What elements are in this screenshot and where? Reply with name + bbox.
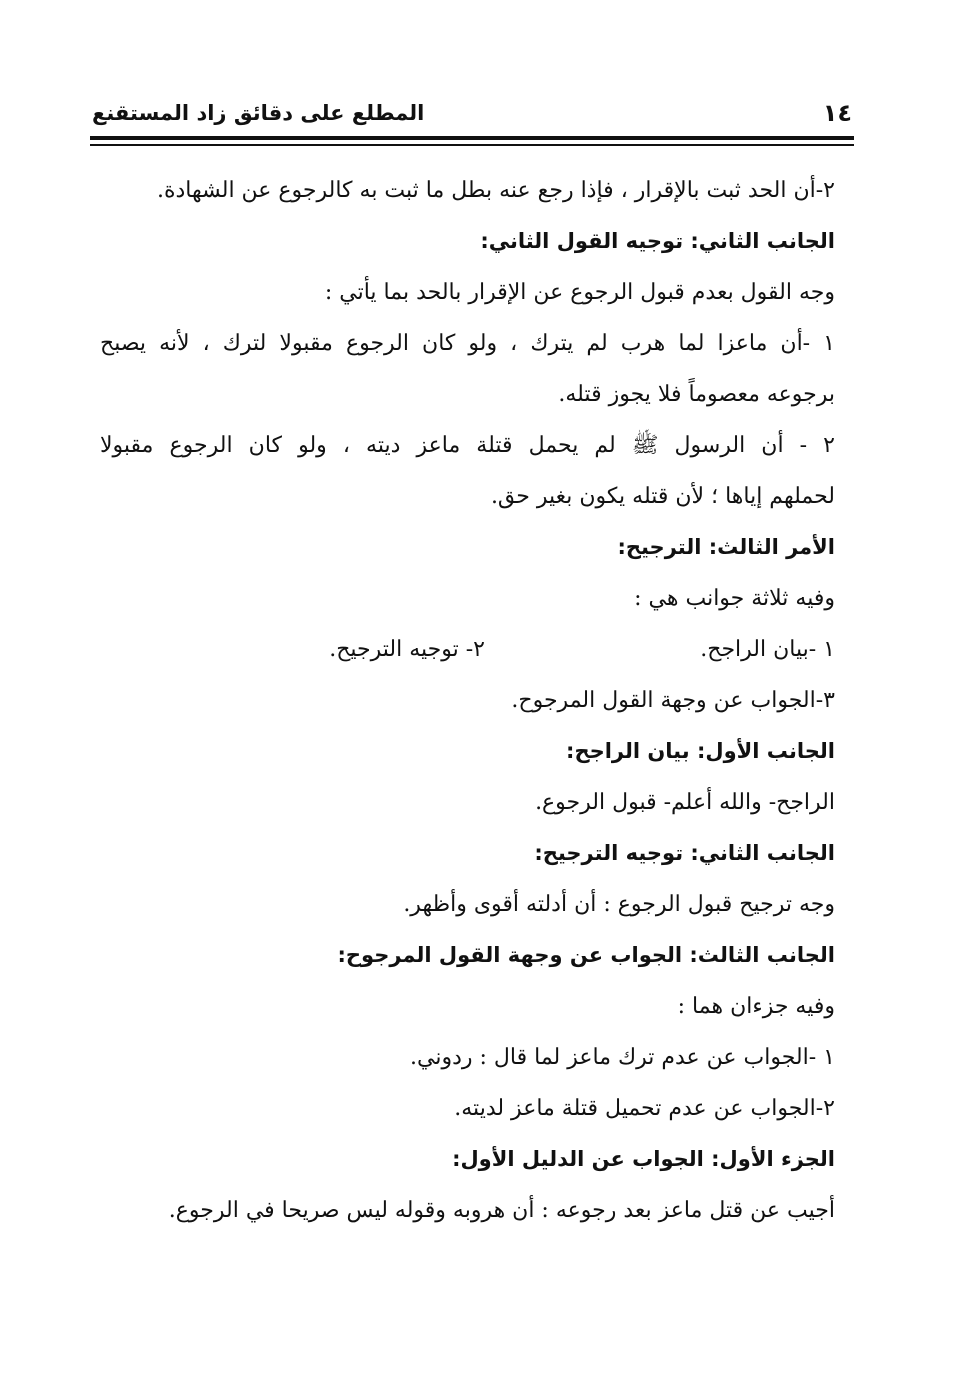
text-line: الراجح- والله أعلم- قبول الرجوع. [535, 790, 835, 815]
text-line: ٢-أن الحد ثبت بالإقرار ، فإذا رجع عنه بطل ما ثبت به كالرجوع عن الشهادة. [156, 178, 835, 203]
section-heading: الجزء الأول: الجواب عن الدليل الأول: [452, 1147, 835, 1171]
text-line: ١ -أن ماعزا لما هرب لم يترك ، ولو كان الرجوع مقبولا لترك ، لأنه يصبح [100, 331, 835, 356]
section-heading: الجانب الثاني: توجيه القول الثاني: [480, 229, 835, 253]
page-number: ١٤ [822, 99, 852, 127]
section-heading: الجانب الأول: بيان الراجح: [566, 739, 835, 763]
text-line: وجه القول بعدم قبول الرجوع عن الإقرار بالحد بما يأتي : [324, 280, 835, 305]
section-heading: الجانب الثاني: توجيه الترجيح: [534, 841, 835, 865]
text-line: وفيه جزءان هما : [677, 994, 835, 1019]
text-line: ١ -الجواب عن عدم ترك ماعز لما قال : ردوني. [410, 1045, 835, 1070]
text-line: ٢-الجواب عن عدم تحميل قتلة ماعز لديته. [454, 1096, 835, 1121]
text-line: أجيب عن قتل ماعز بعد رجوعه : أن هروبه وقوله ليس صريحا في الرجوع. [168, 1198, 835, 1223]
list-item: ٢- توجيه الترجيح. [329, 637, 485, 662]
text-line: وفيه ثلاثة جوانب هي : [634, 586, 835, 611]
header-rule-thin [90, 144, 854, 146]
header-rule-thick [90, 136, 854, 140]
aspects-list [100, 624, 835, 675]
text-line: لحملهم إياها ؛ لأن قتله يكون بغير حق. [490, 484, 835, 509]
section-heading: الأمر الثالث: الترجيح: [617, 535, 835, 559]
running-title: المطلع على دقائق زاد المستقنع [92, 101, 425, 125]
text-line: وجه ترجيح قبول الرجوع : أن أدلته أقوى وأظهر. [403, 892, 835, 917]
text-line: ٢ - أن الرسول ﷺ لم يحمل قتلة ماعز ديته ، ولو كان الرجوع مقبولا [100, 433, 835, 458]
text-line: ٣-الجواب عن وجهة القول المرجوح. [511, 688, 835, 713]
page-body [100, 165, 835, 1236]
section-heading: الجانب الثالث: الجواب عن وجهة القول المرجوح: [337, 943, 835, 967]
page-header [92, 92, 852, 134]
text-line: برجوعه معصوماً فلا يجوز قتله. [558, 382, 835, 407]
list-item: ١ -بيان الراجح. [700, 637, 835, 662]
